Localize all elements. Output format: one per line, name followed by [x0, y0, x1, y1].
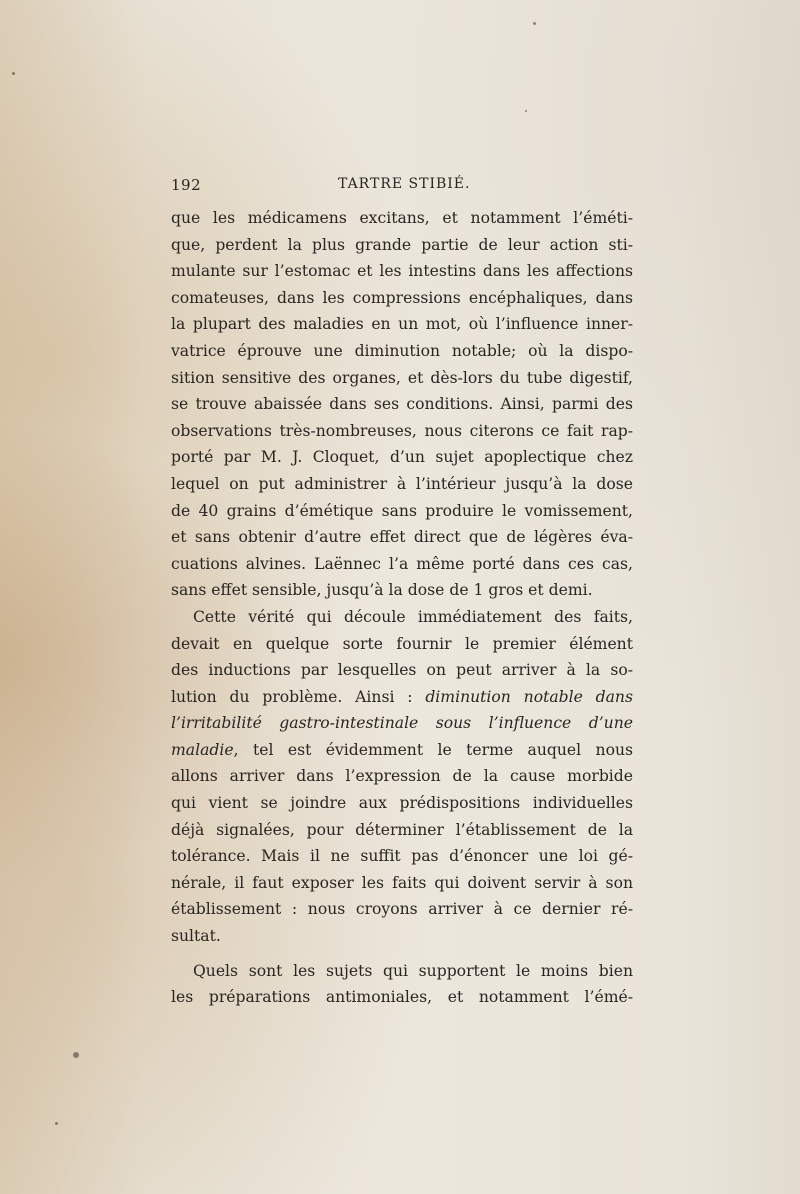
- paper-speck: [55, 1122, 58, 1125]
- text-line: porté par M. J. Cloquet, d’un sujet apoplectique chez: [171, 448, 633, 467]
- paragraph-2: [171, 604, 633, 950]
- text-line: cuations alvines. Laënnec l’a même porté dans ces cas,: [171, 554, 633, 573]
- paper-speck: [533, 22, 536, 25]
- text-line: établissement : nous croyons arriver à ce dernier ré-: [171, 900, 633, 919]
- text-line: sultat.: [171, 927, 221, 946]
- running-title: TARTRE STIBIÉ.: [338, 176, 471, 192]
- text-line: sition sensitive des organes, et dès-lors du tube digestif,: [171, 368, 633, 387]
- text-line: tolérance. Mais il ne suffit pas d’énoncer une loi gé-: [171, 847, 633, 866]
- text-line: Cette vérité qui découle immédiatement des faits,: [193, 607, 633, 626]
- text-line: nérale, il faut exposer les faits qui doivent servir à son: [171, 873, 633, 892]
- text-line: [171, 684, 633, 711]
- body-text: [171, 205, 633, 1011]
- text-line: devait en quelque sorte fournir le premier élément: [171, 634, 633, 653]
- text-line: que, perdent la plus grande partie de leur action sti-: [171, 235, 633, 254]
- text-segment: lution du problème. Ainsi :: [171, 687, 413, 706]
- paper-speck: [525, 110, 527, 112]
- text-line: [171, 737, 633, 764]
- paragraph-1: [171, 205, 633, 604]
- text-line: et sans obtenir d’autre effet direct que de légères éva-: [171, 528, 633, 547]
- text-line: lequel on put administrer à l’intérieur jusqu’à la dose: [171, 474, 633, 493]
- text-line: se trouve abaissée dans ses conditions. Ainsi, parmi des: [171, 395, 633, 414]
- text-line: mulante sur l’estomac et les intestins dans les affections: [171, 262, 633, 281]
- text-line: observations très-nombreuses, nous citerons ce fait rap-: [171, 421, 633, 440]
- paragraph-3: [171, 958, 633, 1011]
- text-line: des inductions par lesquelles on peut arriver à la so-: [171, 661, 633, 680]
- text-line: qui vient se joindre aux prédispositions individuelles: [171, 794, 633, 813]
- text-line: déjà signalées, pour déterminer l’établissement de la: [171, 820, 633, 839]
- page-header: [171, 176, 631, 200]
- text-line: sans effet sensible, jusqu’à la dose de 1 gros et demi.: [171, 581, 593, 600]
- paper-speck: [12, 72, 15, 75]
- text-line: vatrice éprouve une diminution notable; où la dispo-: [171, 341, 633, 360]
- text-line: allons arriver dans l’expression de la cause morbide: [171, 767, 633, 786]
- text-line: l’irritabilité gastro-intestinale sous l’influence d’une: [171, 714, 633, 733]
- text-line: comateuses, dans les compressions encéphaliques, dans: [171, 288, 633, 307]
- italic-phrase: maladie: [171, 740, 234, 759]
- text-line: les préparations antimoniales, et notamment l’émé-: [171, 988, 633, 1007]
- text-line: la plupart des maladies en un mot, où l’influence inner-: [171, 315, 633, 334]
- text-segment: , tel est évidemment le terme auquel nous: [233, 740, 633, 759]
- italic-phrase: diminution notable dans: [425, 687, 633, 706]
- text-line: Quels sont les sujets qui supportent le moins bien: [193, 961, 633, 980]
- text-line: de 40 grains d’émétique sans produire le vomissement,: [171, 501, 633, 520]
- page-number: 192: [171, 176, 202, 194]
- text-line: que les médicamens excitans, et notamment l’éméti-: [171, 209, 633, 227]
- paper-speck: [73, 1052, 79, 1058]
